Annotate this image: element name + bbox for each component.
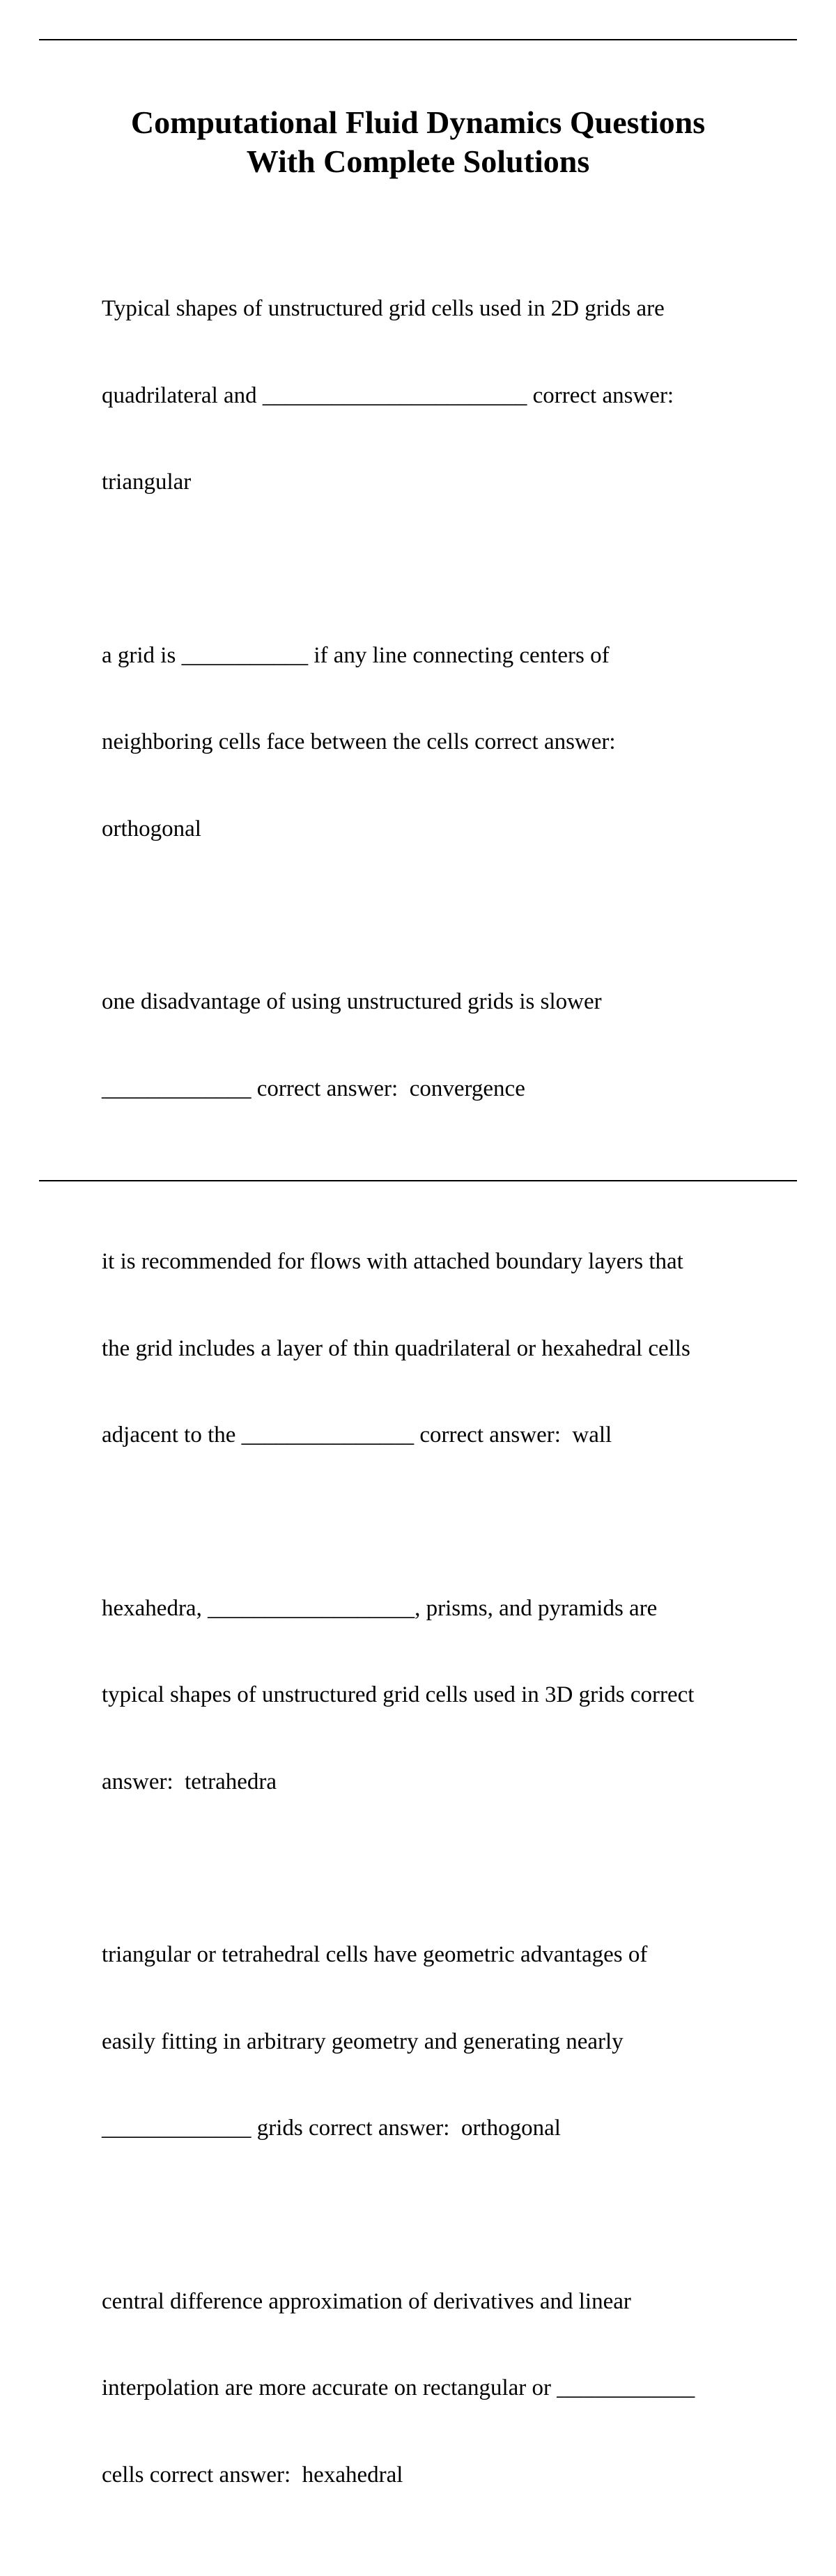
question-item	[102, 930, 757, 1161]
question-line: Typical shapes of unstructured grid cells used in 2D grids are	[102, 296, 665, 321]
question-item	[102, 584, 757, 902]
question-item	[102, 1537, 757, 1855]
question-line: adjacent to the _______________ correct answer: wall	[102, 1422, 612, 1448]
question-line: cells correct answer: hexahedral	[102, 2462, 403, 2488]
title-line: Computational Fluid Dynamics Questions	[130, 104, 706, 140]
question-line: easily fitting in arbitrary geometry and generating nearly	[102, 2028, 624, 2054]
bottom-divider	[39, 1180, 797, 1181]
question-line: _____________ grids correct answer: orthogonal	[102, 2116, 561, 2141]
question-line: one disadvantage of using unstructured grids is slower	[102, 989, 602, 1014]
question-line: central difference approximation of derivatives and linear	[102, 2288, 631, 2314]
question-line: hexahedra, __________________, prisms, and pyramids are	[102, 1595, 658, 1621]
question-line: answer: tetrahedra	[102, 1769, 277, 1794]
question-line: typical shapes of unstructured grid cells used in 3D grids correct	[102, 1682, 695, 1707]
question-line: it is recommended for flows with attached boundary layers that	[102, 1249, 683, 1274]
question-line: _____________ correct answer: convergence	[102, 1076, 525, 1101]
question-line: triangular or tetrahedral cells have geometric advantages of	[102, 1942, 648, 1967]
title-line: With Complete Solutions	[246, 143, 590, 179]
top-divider	[39, 39, 797, 40]
question-line: orthogonal	[102, 816, 201, 841]
question-line: the grid includes a layer of thin quadrilateral or hexahedral cells	[102, 1335, 690, 1361]
question-line: quadrilateral and _______________________ correct answer:	[102, 382, 674, 408]
question-item	[102, 237, 757, 555]
question-item	[102, 2230, 757, 2548]
question-item	[102, 1883, 757, 2201]
question-line: neighboring cells face between the cells correct answer:	[102, 729, 616, 754]
page-title	[70, 103, 766, 181]
question-line: interpolation are more accurate on rectangular or ____________	[102, 2375, 695, 2400]
question-line: triangular	[102, 470, 192, 495]
question-list	[102, 237, 757, 2576]
question-line: a grid is ___________ if any line connecting centers of	[102, 642, 610, 668]
question-item	[102, 1190, 757, 1508]
